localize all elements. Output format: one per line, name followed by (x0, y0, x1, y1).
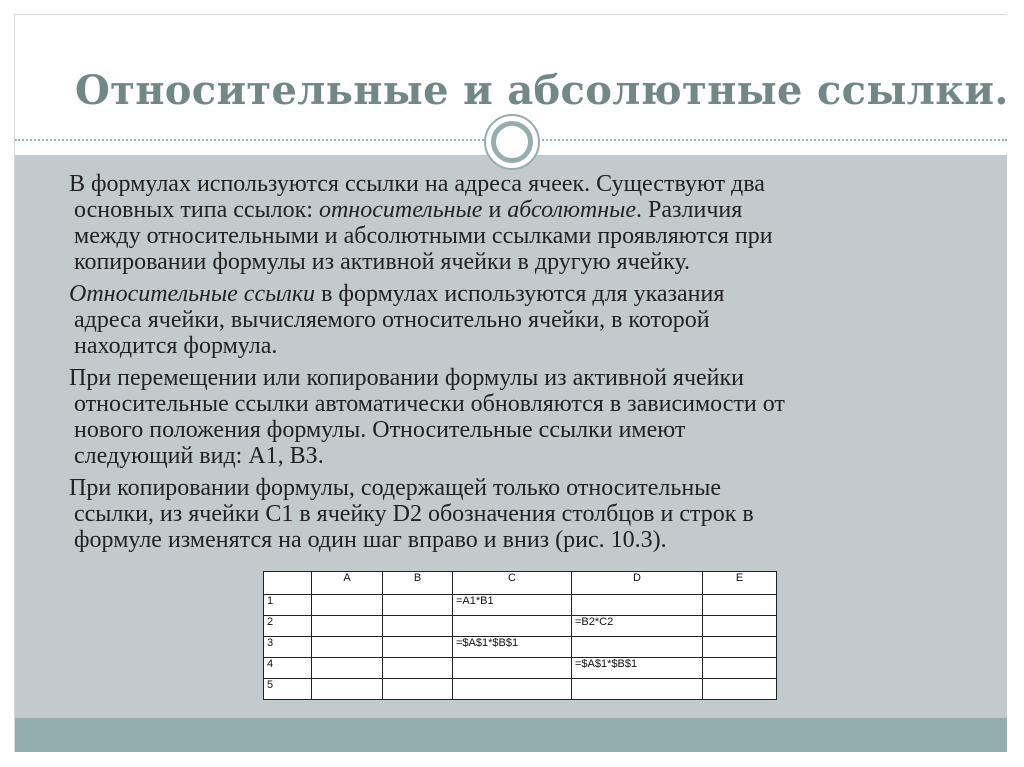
column-header: B (383, 572, 453, 595)
table-row (264, 658, 777, 679)
text-line (62, 501, 962, 527)
table-cell (453, 679, 572, 700)
table-cell (453, 616, 572, 637)
row-header: 5 (264, 679, 312, 700)
text-segment: . Различия (636, 197, 743, 223)
text-line (62, 391, 962, 417)
table-cell: =$A$1*$B$1 (572, 658, 703, 679)
text-line (62, 333, 962, 359)
column-header (264, 572, 312, 595)
table-cell (703, 637, 777, 658)
table-cell: =A1*B1 (453, 595, 572, 616)
italic-term: Относительные ссылки (69, 281, 316, 307)
table-cell (312, 616, 383, 637)
column-header: C (453, 572, 572, 595)
text-segment: формуле изменятся на один шаг вправо и вниз (рис. 10.3). (74, 527, 667, 553)
text-segment: При перемещении или копировании формулы из активной ячейки (69, 365, 745, 391)
column-header-row (264, 572, 777, 595)
table-cell (383, 658, 453, 679)
text-line (62, 281, 962, 307)
column-header: D (572, 572, 703, 595)
table-cell (703, 616, 777, 637)
italic-term: относительные (318, 197, 483, 223)
text-line (62, 417, 962, 443)
column-header: A (312, 572, 383, 595)
table-row (264, 595, 777, 616)
table-cell (572, 595, 703, 616)
row-header: 1 (264, 595, 312, 616)
text-segment: В формулах используются ссылки на адреса ячеек. Существуют два (69, 171, 765, 197)
table-cell (703, 679, 777, 700)
text-segment: основных типа ссылок: (74, 197, 319, 223)
text-segment: находится формула. (74, 333, 278, 359)
text-segment: и (482, 197, 508, 223)
body-text (62, 171, 962, 559)
table-cell (312, 679, 383, 700)
slide-title: Относительные и абсолютные ссылки. (75, 67, 1009, 114)
table-cell: =$A$1*$B$1 (453, 637, 572, 658)
text-line (62, 223, 962, 249)
row-header: 3 (264, 637, 312, 658)
table-row (264, 616, 777, 637)
text-segment: следующий вид: А1, ВЗ. (74, 443, 324, 469)
text-segment: ссылки, из ячейки С1 в ячейку D2 обозначения столбцов и строк в (74, 501, 754, 527)
row-header: 4 (264, 658, 312, 679)
paragraph (62, 475, 962, 553)
text-segment: нового положения формулы. Относительные ссылки имеют (74, 417, 686, 443)
table-cell (383, 637, 453, 658)
circle-ornament-ring (491, 121, 533, 163)
table-cell (703, 595, 777, 616)
table-cell: =B2*C2 (572, 616, 703, 637)
table-cell (312, 595, 383, 616)
text-line (62, 443, 962, 469)
paragraph (62, 171, 962, 275)
table-cell (572, 637, 703, 658)
table-cell (703, 658, 777, 679)
text-line (62, 527, 962, 553)
text-segment: относительные ссылки автоматически обновляются в зависимости от (74, 391, 785, 417)
table-cell (383, 595, 453, 616)
table-row (264, 679, 777, 700)
table-cell (572, 679, 703, 700)
table-row (264, 637, 777, 658)
text-segment: между относительными и абсолютными ссылками проявляются при (74, 223, 773, 249)
text-line (62, 197, 962, 223)
paragraph (62, 281, 962, 359)
column-header: E (703, 572, 777, 595)
table-cell (383, 679, 453, 700)
text-segment: в формулах используются для указания (315, 281, 725, 307)
text-segment: адреса ячейки, вычисляемого относительно ячейки, в которой (74, 307, 710, 333)
footer-bar (15, 718, 1007, 752)
table-cell (312, 658, 383, 679)
text-line (62, 171, 962, 197)
text-segment: копировании формулы из активной ячейки в другую ячейку. (74, 249, 691, 275)
table-cell (383, 616, 453, 637)
text-line (62, 307, 962, 333)
row-header: 2 (264, 616, 312, 637)
spreadsheet-figure (263, 571, 777, 700)
text-segment: При копировании формулы, содержащей только относительные (69, 475, 721, 501)
paragraph (62, 365, 962, 469)
text-line (62, 249, 962, 275)
table-cell (312, 637, 383, 658)
text-line (62, 365, 962, 391)
text-line (62, 475, 962, 501)
italic-term: абсолютные (507, 197, 637, 223)
table-cell (453, 658, 572, 679)
